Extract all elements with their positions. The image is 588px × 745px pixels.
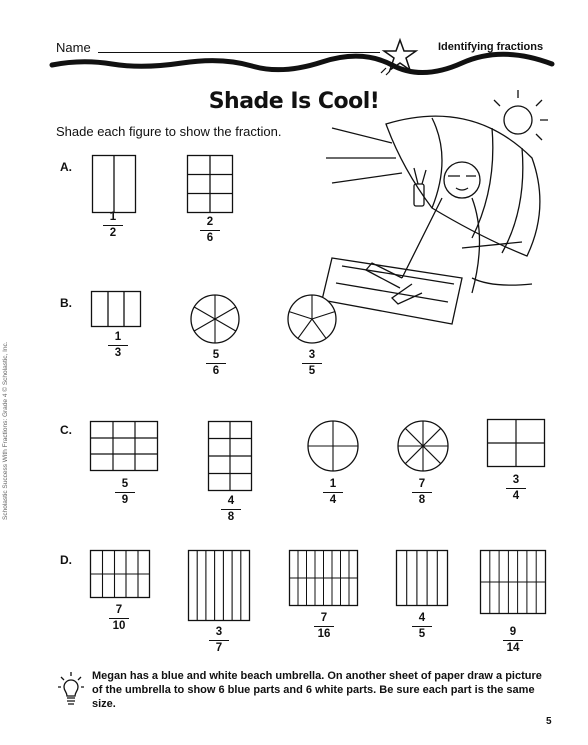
denominator: 8: [227, 511, 235, 523]
denominator: 7: [215, 642, 223, 654]
numerator: 1: [114, 331, 122, 343]
figure-b3-circle[interactable]: [287, 294, 337, 344]
row-label-b: B.: [60, 296, 72, 310]
figure-c2-rectangle[interactable]: [208, 421, 252, 491]
numerator: 3: [512, 474, 520, 486]
fraction-b1: [103, 331, 133, 360]
numerator: 4: [418, 612, 426, 624]
figure-d5-rectangle[interactable]: [480, 550, 546, 614]
figure-c1-rectangle[interactable]: [90, 421, 158, 471]
denominator: 4: [329, 494, 337, 506]
row-label-c: C.: [60, 423, 72, 437]
side-credit: Scholastic Success With Fractions: Grade 4 © Scholastic, Inc.: [2, 341, 9, 520]
figure-c3-circle[interactable]: [307, 420, 359, 472]
row-label-a: A.: [60, 160, 72, 174]
numerator: 1: [329, 478, 337, 490]
denominator: 3: [114, 347, 122, 359]
denominator: 16: [317, 628, 331, 640]
page-number: 5: [546, 716, 552, 727]
numerator: 9: [509, 626, 517, 638]
figure-a1-rectangle[interactable]: [92, 155, 136, 213]
numerator: 7: [418, 478, 426, 490]
fraction-b3: [297, 349, 327, 378]
numerator: 3: [215, 626, 223, 638]
numerator: 7: [320, 612, 328, 624]
figure-b2-circle[interactable]: [190, 294, 240, 344]
numerator: 1: [109, 211, 117, 223]
fraction-d4: [407, 612, 437, 641]
bonus-question: Megan has a blue and white beach umbrella. On another sheet of paper draw a picture of the umbrella to show 6 blue parts and 6 white parts. Be sure each part is the same size.: [92, 670, 542, 710]
figure-c5-rectangle[interactable]: [487, 419, 545, 467]
fraction-d5: [498, 626, 528, 655]
denominator: 5: [308, 365, 316, 377]
instructions: Shade each figure to show the fraction.: [56, 124, 282, 139]
fraction-b2: [201, 349, 231, 378]
fraction-d3: [309, 612, 339, 641]
denominator: 9: [121, 494, 129, 506]
fraction-d2: [204, 626, 234, 655]
denominator: 8: [418, 494, 426, 506]
numerator: 4: [227, 495, 235, 507]
figure-a2-rectangle[interactable]: [187, 155, 233, 213]
denominator: 6: [206, 232, 214, 244]
fraction-c1: [110, 478, 140, 507]
numerator: 3: [308, 349, 316, 361]
figure-b1-rectangle[interactable]: [91, 291, 141, 327]
fraction-c4: [407, 478, 437, 507]
name-label: Name: [56, 40, 91, 55]
lightbulb-icon: [58, 670, 84, 708]
fraction-a1: [98, 211, 128, 240]
denominator: 2: [109, 227, 117, 239]
figure-c4-circle[interactable]: [397, 420, 449, 472]
fraction-c5: [501, 474, 531, 503]
fraction-c3: [318, 478, 348, 507]
denominator: 14: [506, 642, 520, 654]
denominator: 10: [112, 620, 126, 632]
header-rule: [52, 58, 552, 72]
row-label-d: D.: [60, 553, 72, 567]
denominator: 5: [418, 628, 426, 640]
fraction-d1: [104, 604, 134, 633]
numerator: 7: [115, 604, 123, 616]
page-title: Shade Is Cool!: [208, 89, 380, 114]
beach-umbrella-illustration: [322, 88, 552, 328]
numerator: 2: [206, 216, 214, 228]
topic-label: Identifying fractions: [438, 41, 544, 53]
numerator: 5: [121, 478, 129, 490]
figure-d3-rectangle[interactable]: [289, 550, 358, 606]
figure-d4-rectangle[interactable]: [396, 550, 448, 606]
denominator: 4: [512, 490, 520, 502]
denominator: 6: [212, 365, 220, 377]
figure-d1-rectangle[interactable]: [90, 550, 150, 598]
name-line: [98, 52, 380, 53]
fraction-a2: [195, 216, 225, 245]
numerator: 5: [212, 349, 220, 361]
fraction-c2: [216, 495, 246, 524]
figure-d2-rectangle[interactable]: [188, 550, 250, 621]
